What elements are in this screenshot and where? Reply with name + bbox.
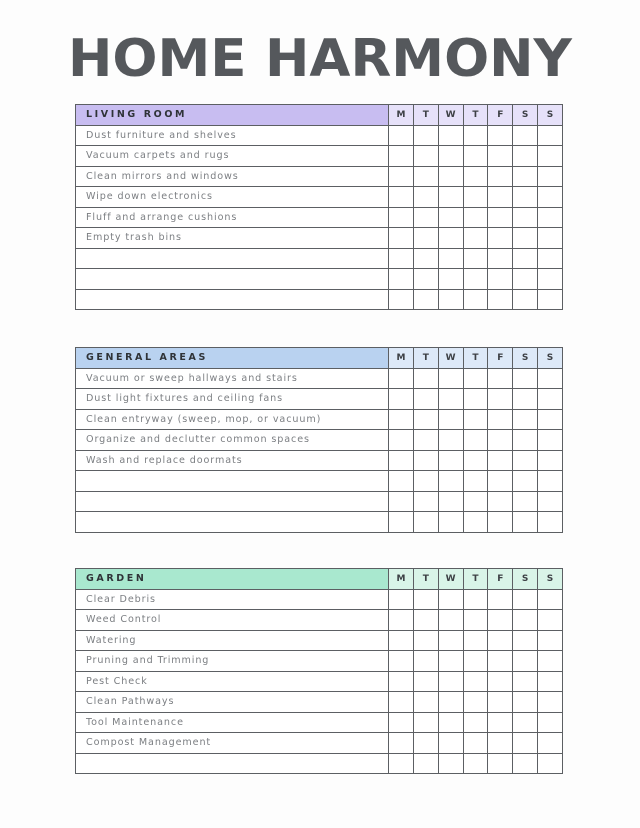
day-checkbox-cell[interactable] [463, 125, 488, 146]
day-checkbox-cell[interactable] [438, 450, 463, 471]
blank-task-field[interactable] [76, 248, 389, 269]
day-checkbox-cell[interactable] [538, 630, 563, 651]
day-checkbox-cell[interactable] [538, 671, 563, 692]
day-checkbox-cell[interactable] [438, 712, 463, 733]
day-header: S [513, 348, 538, 369]
day-checkbox-cell[interactable] [538, 471, 563, 492]
day-checkbox-cell[interactable] [389, 389, 414, 410]
task-row [76, 651, 563, 672]
day-checkbox-cell[interactable] [463, 491, 488, 512]
day-checkbox-cell[interactable] [389, 430, 414, 451]
task-row [76, 589, 563, 610]
day-checkbox-cell[interactable] [513, 269, 538, 290]
task-row [76, 630, 563, 651]
day-checkbox-cell[interactable] [488, 389, 513, 410]
day-checkbox-cell[interactable] [463, 289, 488, 310]
day-checkbox-cell[interactable] [463, 671, 488, 692]
day-checkbox-cell[interactable] [438, 692, 463, 713]
day-checkbox-cell[interactable] [538, 289, 563, 310]
blank-task-field[interactable] [76, 289, 389, 310]
day-checkbox-cell[interactable] [463, 368, 488, 389]
task-row [76, 269, 563, 290]
day-checkbox-cell[interactable] [463, 753, 488, 774]
task-row [76, 512, 563, 533]
day-checkbox-cell[interactable] [513, 589, 538, 610]
day-checkbox-cell[interactable] [538, 651, 563, 672]
task-label: Dust furniture and shelves [76, 125, 389, 146]
day-checkbox-cell[interactable] [488, 146, 513, 167]
day-checkbox-cell[interactable] [389, 471, 414, 492]
day-checkbox-cell[interactable] [413, 389, 438, 410]
day-checkbox-cell[interactable] [413, 471, 438, 492]
task-row [76, 228, 563, 249]
day-checkbox-cell[interactable] [463, 389, 488, 410]
task-rows [76, 125, 563, 310]
blank-task-field[interactable] [76, 753, 389, 774]
day-checkbox-cell[interactable] [389, 228, 414, 249]
day-checkbox-cell[interactable] [438, 589, 463, 610]
day-checkbox-cell[interactable] [488, 166, 513, 187]
day-checkbox-cell[interactable] [513, 692, 538, 713]
day-checkbox-cell[interactable] [438, 166, 463, 187]
day-checkbox-cell[interactable] [538, 610, 563, 631]
task-row [76, 146, 563, 167]
day-checkbox-cell[interactable] [389, 630, 414, 651]
day-checkbox-cell[interactable] [513, 651, 538, 672]
day-checkbox-cell[interactable] [438, 471, 463, 492]
day-checkbox-cell[interactable] [389, 248, 414, 269]
day-header: T [463, 105, 488, 126]
day-checkbox-cell[interactable] [413, 630, 438, 651]
day-checkbox-cell[interactable] [389, 125, 414, 146]
day-checkbox-cell[interactable] [488, 630, 513, 651]
day-checkbox-cell[interactable] [463, 409, 488, 430]
day-header: W [438, 348, 463, 369]
day-checkbox-cell[interactable] [488, 450, 513, 471]
task-row [76, 671, 563, 692]
day-checkbox-cell[interactable] [538, 491, 563, 512]
day-checkbox-cell[interactable] [463, 610, 488, 631]
day-checkbox-cell[interactable] [413, 753, 438, 774]
day-checkbox-cell[interactable] [488, 671, 513, 692]
task-label: Clear Debris [76, 589, 389, 610]
day-checkbox-cell[interactable] [438, 207, 463, 228]
day-checkbox-cell[interactable] [438, 368, 463, 389]
day-checkbox-cell[interactable] [513, 389, 538, 410]
task-label: Wash and replace doormats [76, 450, 389, 471]
day-checkbox-cell[interactable] [538, 207, 563, 228]
day-header: F [488, 105, 513, 126]
task-label: Compost Management [76, 733, 389, 754]
day-checkbox-cell[interactable] [488, 228, 513, 249]
task-label: Clean Pathways [76, 692, 389, 713]
task-label: Empty trash bins [76, 228, 389, 249]
task-rows [76, 589, 563, 774]
day-checkbox-cell[interactable] [538, 228, 563, 249]
task-label: Fluff and arrange cushions [76, 207, 389, 228]
day-header: T [413, 105, 438, 126]
day-checkbox-cell[interactable] [488, 692, 513, 713]
day-checkbox-cell[interactable] [438, 187, 463, 208]
day-checkbox-cell[interactable] [438, 651, 463, 672]
section-header-row [76, 105, 563, 126]
day-checkbox-cell[interactable] [463, 630, 488, 651]
day-checkbox-cell[interactable] [513, 430, 538, 451]
blank-task-field[interactable] [76, 491, 389, 512]
task-row [76, 712, 563, 733]
day-checkbox-cell[interactable] [438, 733, 463, 754]
day-checkbox-cell[interactable] [413, 430, 438, 451]
day-checkbox-cell[interactable] [488, 289, 513, 310]
task-label: Weed Control [76, 610, 389, 631]
day-checkbox-cell[interactable] [488, 733, 513, 754]
day-checkbox-cell[interactable] [389, 589, 414, 610]
day-checkbox-cell[interactable] [488, 512, 513, 533]
day-checkbox-cell[interactable] [488, 471, 513, 492]
day-checkbox-cell[interactable] [438, 248, 463, 269]
day-checkbox-cell[interactable] [413, 207, 438, 228]
day-checkbox-cell[interactable] [413, 228, 438, 249]
day-checkbox-cell[interactable] [413, 512, 438, 533]
day-checkbox-cell[interactable] [413, 187, 438, 208]
day-checkbox-cell[interactable] [513, 146, 538, 167]
task-label: Tool Maintenance [76, 712, 389, 733]
day-checkbox-cell[interactable] [389, 368, 414, 389]
day-checkbox-cell[interactable] [463, 207, 488, 228]
task-row [76, 187, 563, 208]
task-row [76, 692, 563, 713]
day-checkbox-cell[interactable] [438, 228, 463, 249]
day-checkbox-cell[interactable] [438, 125, 463, 146]
day-checkbox-cell[interactable] [538, 712, 563, 733]
task-row [76, 207, 563, 228]
task-row [76, 125, 563, 146]
day-checkbox-cell[interactable] [389, 146, 414, 167]
day-checkbox-cell[interactable] [413, 166, 438, 187]
day-header: S [513, 105, 538, 126]
day-header: S [538, 569, 563, 590]
day-checkbox-cell[interactable] [513, 228, 538, 249]
blank-task-field[interactable] [76, 269, 389, 290]
day-checkbox-cell[interactable] [413, 248, 438, 269]
section-header-row [76, 569, 563, 590]
day-checkbox-cell[interactable] [463, 269, 488, 290]
day-checkbox-cell[interactable] [513, 368, 538, 389]
day-checkbox-cell[interactable] [488, 712, 513, 733]
task-row [76, 610, 563, 631]
day-checkbox-cell[interactable] [438, 269, 463, 290]
day-checkbox-cell[interactable] [413, 671, 438, 692]
day-checkbox-cell[interactable] [538, 269, 563, 290]
day-checkbox-cell[interactable] [488, 589, 513, 610]
day-checkbox-cell[interactable] [413, 491, 438, 512]
day-checkbox-cell[interactable] [538, 409, 563, 430]
day-checkbox-cell[interactable] [488, 207, 513, 228]
task-label: Pruning and Trimming [76, 651, 389, 672]
day-checkbox-cell[interactable] [538, 430, 563, 451]
day-checkbox-cell[interactable] [538, 166, 563, 187]
day-checkbox-cell[interactable] [538, 733, 563, 754]
day-checkbox-cell[interactable] [463, 651, 488, 672]
day-checkbox-cell[interactable] [413, 651, 438, 672]
task-label: Watering [76, 630, 389, 651]
day-checkbox-cell[interactable] [513, 248, 538, 269]
day-checkbox-cell[interactable] [538, 146, 563, 167]
day-checkbox-cell[interactable] [438, 146, 463, 167]
task-label: Vacuum or sweep hallways and stairs [76, 368, 389, 389]
day-checkbox-cell[interactable] [488, 610, 513, 631]
day-checkbox-cell[interactable] [389, 289, 414, 310]
day-checkbox-cell[interactable] [413, 692, 438, 713]
day-checkbox-cell[interactable] [389, 733, 414, 754]
day-checkbox-cell[interactable] [513, 671, 538, 692]
day-checkbox-cell[interactable] [413, 146, 438, 167]
day-checkbox-cell[interactable] [413, 289, 438, 310]
day-header: T [413, 348, 438, 369]
day-checkbox-cell[interactable] [513, 289, 538, 310]
day-checkbox-cell[interactable] [463, 146, 488, 167]
task-label: Vacuum carpets and rugs [76, 146, 389, 167]
section-title: LIVING ROOM [76, 105, 389, 126]
day-checkbox-cell[interactable] [463, 733, 488, 754]
day-checkbox-cell[interactable] [413, 409, 438, 430]
day-checkbox-cell[interactable] [389, 651, 414, 672]
day-checkbox-cell[interactable] [413, 368, 438, 389]
task-row [76, 753, 563, 774]
page-title: HOME HARMONY [68, 29, 572, 89]
day-checkbox-cell[interactable] [463, 166, 488, 187]
day-checkbox-cell[interactable] [463, 450, 488, 471]
day-checkbox-cell[interactable] [513, 491, 538, 512]
task-label: Dust light fixtures and ceiling fans [76, 389, 389, 410]
day-header: W [438, 105, 463, 126]
day-checkbox-cell[interactable] [488, 248, 513, 269]
day-checkbox-cell[interactable] [463, 187, 488, 208]
task-label: Pest Check [76, 671, 389, 692]
task-rows [76, 368, 563, 532]
day-checkbox-cell[interactable] [538, 248, 563, 269]
day-checkbox-cell[interactable] [438, 671, 463, 692]
day-checkbox-cell[interactable] [438, 409, 463, 430]
day-checkbox-cell[interactable] [413, 450, 438, 471]
day-checkbox-cell[interactable] [538, 187, 563, 208]
garden-checklist [75, 568, 563, 774]
day-checkbox-cell[interactable] [463, 471, 488, 492]
day-checkbox-cell[interactable] [413, 269, 438, 290]
day-checkbox-cell[interactable] [389, 692, 414, 713]
day-checkbox-cell[interactable] [488, 430, 513, 451]
day-checkbox-cell[interactable] [488, 491, 513, 512]
day-checkbox-cell[interactable] [413, 610, 438, 631]
day-header: T [463, 569, 488, 590]
blank-task-field[interactable] [76, 512, 389, 533]
task-label: Organize and declutter common spaces [76, 430, 389, 451]
section-title: GARDEN [76, 569, 389, 590]
day-checkbox-cell[interactable] [538, 125, 563, 146]
day-checkbox-cell[interactable] [513, 712, 538, 733]
task-row [76, 368, 563, 389]
day-header: F [488, 569, 513, 590]
day-checkbox-cell[interactable] [488, 368, 513, 389]
day-checkbox-cell[interactable] [438, 491, 463, 512]
task-row [76, 733, 563, 754]
task-row [76, 248, 563, 269]
day-checkbox-cell[interactable] [538, 753, 563, 774]
day-checkbox-cell[interactable] [513, 512, 538, 533]
day-checkbox-cell[interactable] [463, 248, 488, 269]
day-checkbox-cell[interactable] [513, 471, 538, 492]
day-header: S [538, 105, 563, 126]
day-checkbox-cell[interactable] [463, 589, 488, 610]
day-checkbox-cell[interactable] [463, 512, 488, 533]
day-checkbox-cell[interactable] [513, 450, 538, 471]
task-row [76, 491, 563, 512]
day-checkbox-cell[interactable] [463, 430, 488, 451]
day-header: M [389, 569, 414, 590]
task-row [76, 389, 563, 410]
day-checkbox-cell[interactable] [513, 207, 538, 228]
living-room-checklist [75, 104, 563, 310]
day-checkbox-cell[interactable] [389, 512, 414, 533]
day-header: F [488, 348, 513, 369]
day-header: T [413, 569, 438, 590]
day-checkbox-cell[interactable] [413, 589, 438, 610]
day-checkbox-cell[interactable] [413, 125, 438, 146]
day-checkbox-cell[interactable] [513, 187, 538, 208]
general-areas-checklist [75, 347, 563, 533]
day-checkbox-cell[interactable] [513, 753, 538, 774]
task-label: Clean mirrors and windows [76, 166, 389, 187]
section-title: GENERAL AREAS [76, 348, 389, 369]
day-checkbox-cell[interactable] [389, 610, 414, 631]
day-checkbox-cell[interactable] [488, 125, 513, 146]
day-checkbox-cell[interactable] [389, 450, 414, 471]
day-checkbox-cell[interactable] [438, 512, 463, 533]
day-header: S [513, 569, 538, 590]
day-checkbox-cell[interactable] [538, 450, 563, 471]
day-checkbox-cell[interactable] [513, 409, 538, 430]
day-checkbox-cell[interactable] [463, 228, 488, 249]
day-checkbox-cell[interactable] [538, 692, 563, 713]
day-header: M [389, 348, 414, 369]
day-checkbox-cell[interactable] [488, 651, 513, 672]
day-checkbox-cell[interactable] [438, 289, 463, 310]
day-checkbox-cell[interactable] [389, 187, 414, 208]
day-checkbox-cell[interactable] [538, 589, 563, 610]
day-checkbox-cell[interactable] [389, 409, 414, 430]
day-checkbox-cell[interactable] [389, 753, 414, 774]
day-checkbox-cell[interactable] [513, 630, 538, 651]
day-checkbox-cell[interactable] [513, 733, 538, 754]
day-checkbox-cell[interactable] [463, 712, 488, 733]
task-row [76, 409, 563, 430]
day-checkbox-cell[interactable] [538, 368, 563, 389]
day-checkbox-cell[interactable] [438, 610, 463, 631]
day-checkbox-cell[interactable] [488, 269, 513, 290]
day-checkbox-cell[interactable] [488, 753, 513, 774]
day-checkbox-cell[interactable] [463, 692, 488, 713]
blank-task-field[interactable] [76, 471, 389, 492]
day-checkbox-cell[interactable] [488, 187, 513, 208]
day-checkbox-cell[interactable] [389, 207, 414, 228]
task-row [76, 289, 563, 310]
day-checkbox-cell[interactable] [538, 512, 563, 533]
day-checkbox-cell[interactable] [438, 389, 463, 410]
day-checkbox-cell[interactable] [389, 269, 414, 290]
task-row [76, 430, 563, 451]
day-checkbox-cell[interactable] [389, 491, 414, 512]
day-checkbox-cell[interactable] [513, 125, 538, 146]
task-row [76, 471, 563, 492]
day-checkbox-cell[interactable] [413, 712, 438, 733]
day-checkbox-cell[interactable] [389, 712, 414, 733]
day-header: M [389, 105, 414, 126]
day-header: T [463, 348, 488, 369]
day-checkbox-cell[interactable] [389, 166, 414, 187]
day-header: W [438, 569, 463, 590]
day-checkbox-cell[interactable] [513, 610, 538, 631]
day-checkbox-cell[interactable] [438, 630, 463, 651]
day-checkbox-cell[interactable] [438, 430, 463, 451]
day-header: S [538, 348, 563, 369]
day-checkbox-cell[interactable] [438, 753, 463, 774]
task-row [76, 166, 563, 187]
day-checkbox-cell[interactable] [413, 733, 438, 754]
day-checkbox-cell[interactable] [538, 389, 563, 410]
day-checkbox-cell[interactable] [488, 409, 513, 430]
task-label: Wipe down electronics [76, 187, 389, 208]
section-header-row [76, 348, 563, 369]
task-label: Clean entryway (sweep, mop, or vacuum) [76, 409, 389, 430]
day-checkbox-cell[interactable] [389, 671, 414, 692]
day-checkbox-cell[interactable] [513, 166, 538, 187]
task-row [76, 450, 563, 471]
